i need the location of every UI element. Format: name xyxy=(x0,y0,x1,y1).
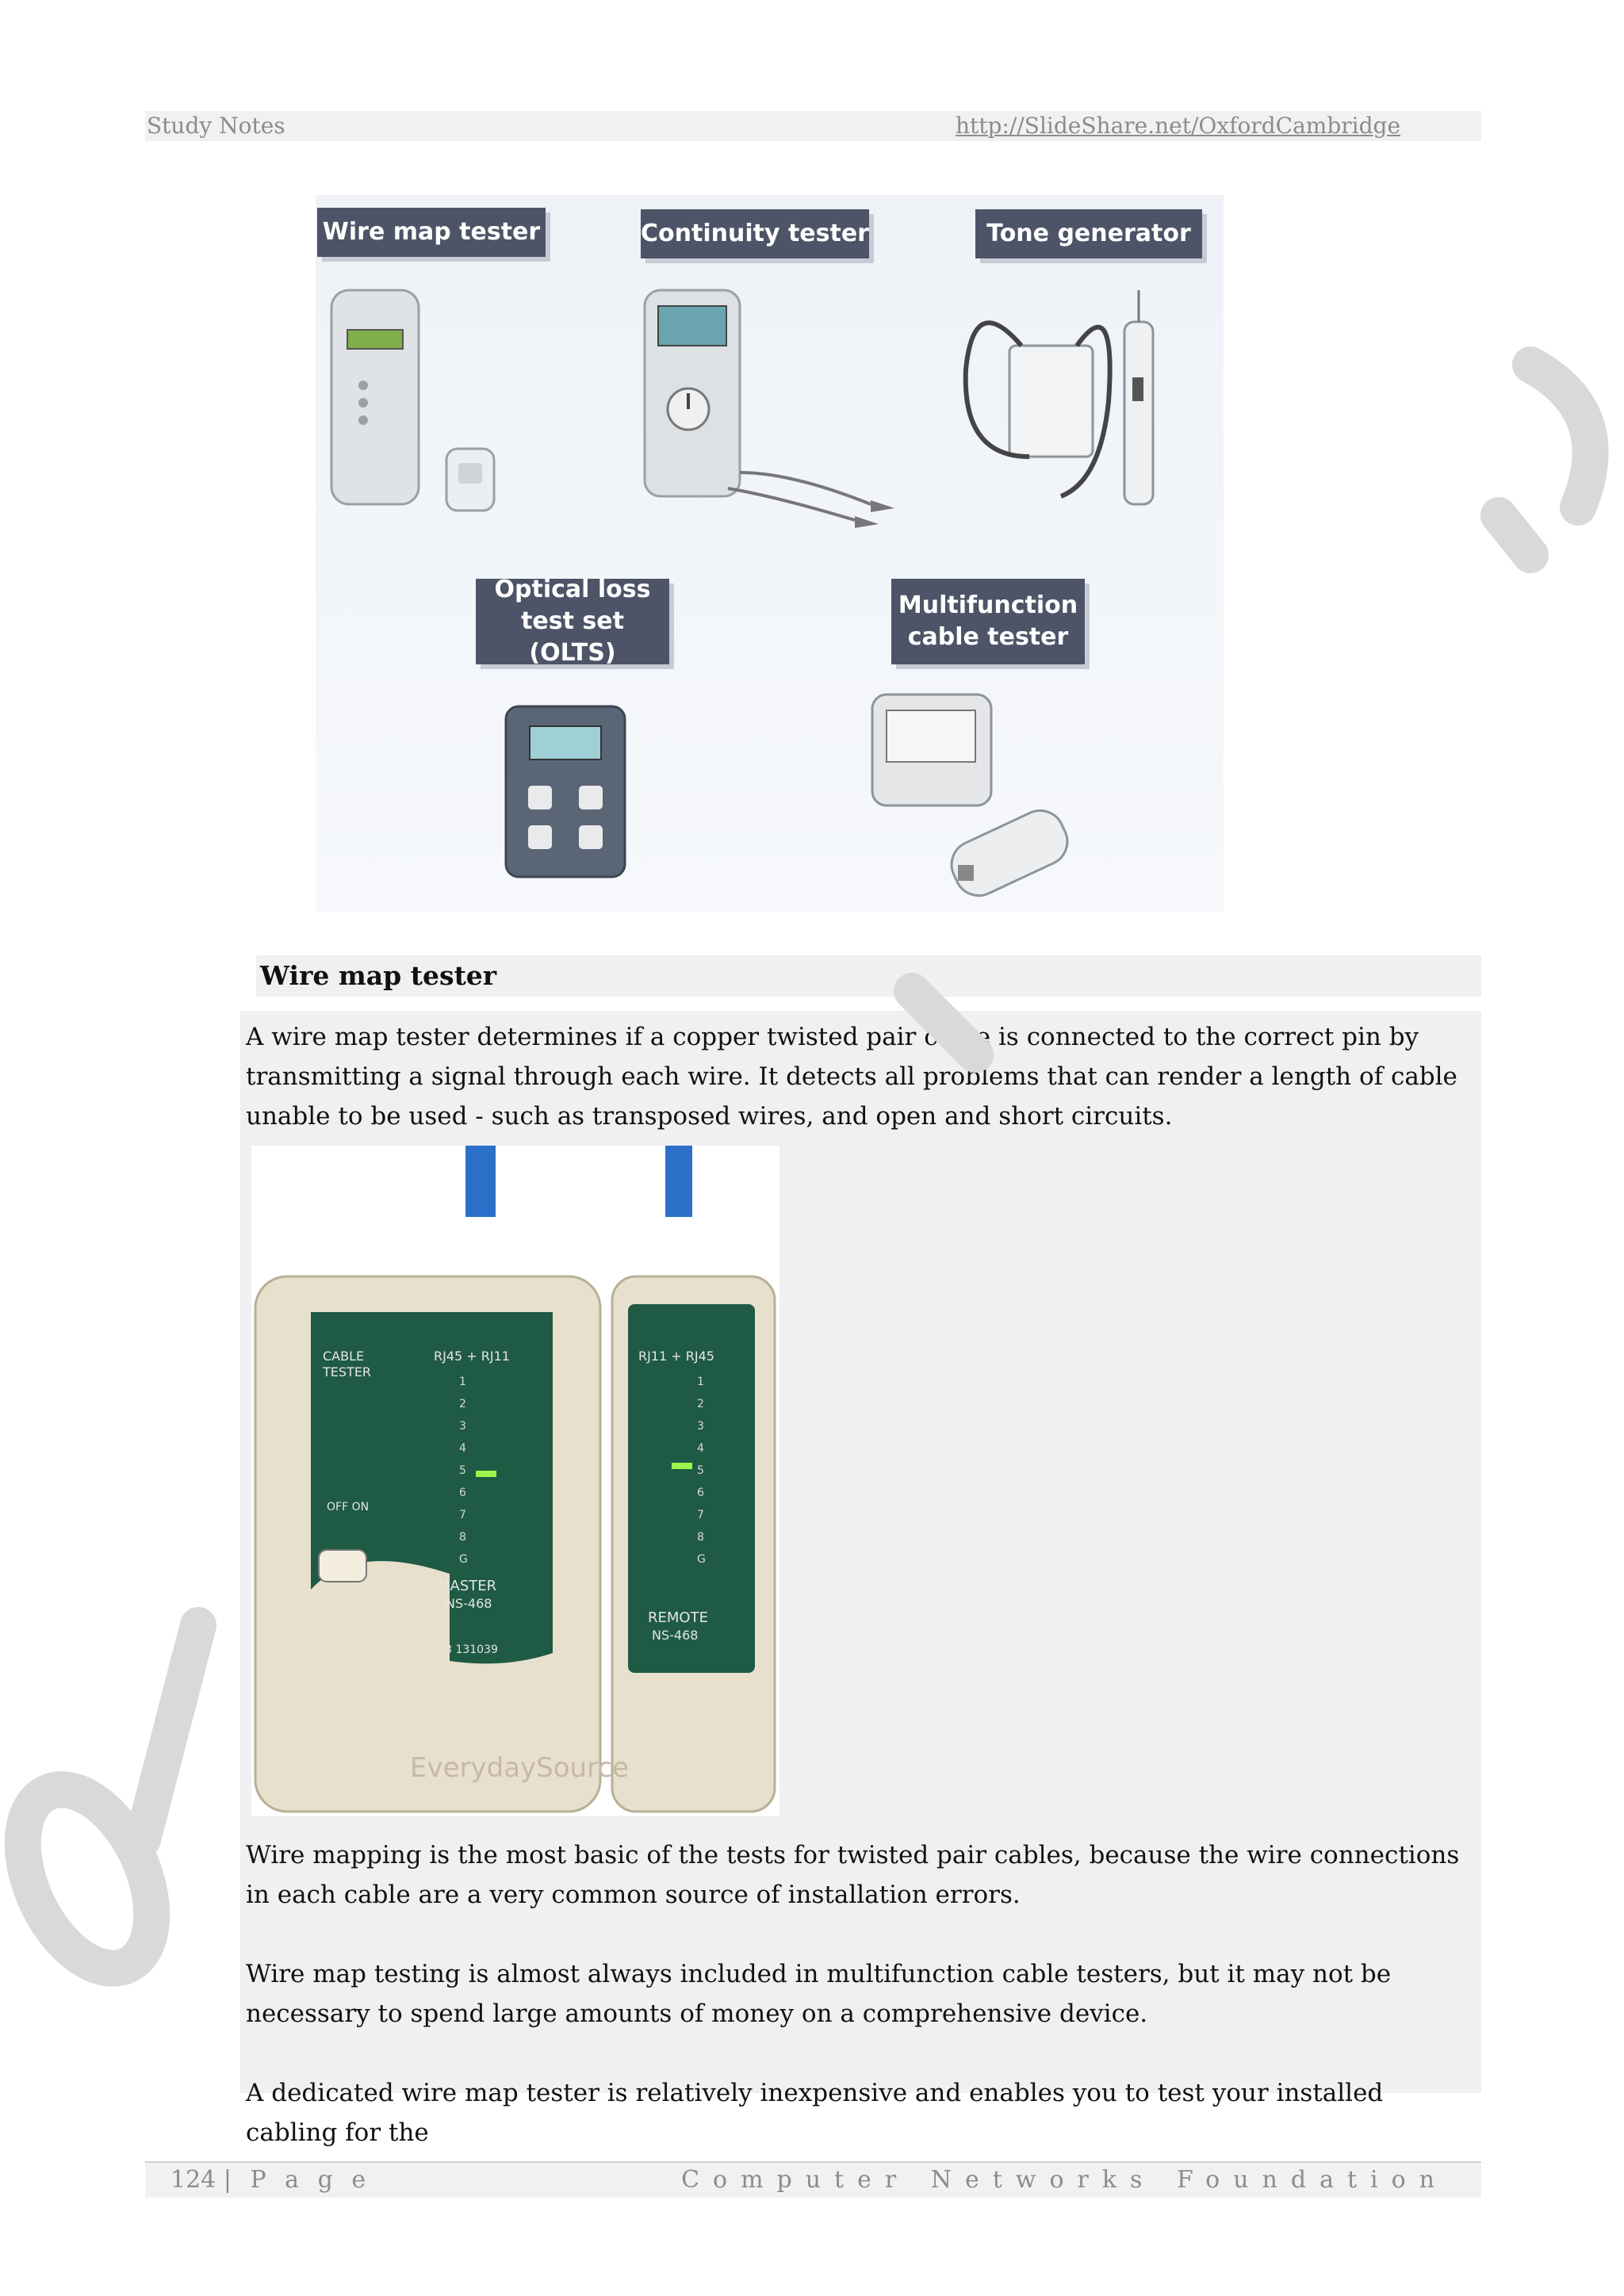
remote-pin-label: 4 xyxy=(697,1442,704,1455)
master-pin-label: 3 xyxy=(459,1420,466,1433)
master-pin-label: 2 xyxy=(459,1398,466,1410)
photo-off-on-label: OFF ON xyxy=(327,1501,370,1513)
label-wire-map-tester: Wire map tester xyxy=(317,208,546,257)
page-footer xyxy=(145,2161,1481,2198)
photo-master-header: RJ45 + RJ11 xyxy=(434,1349,510,1364)
label-multi-line1: Multifunction xyxy=(898,591,1078,619)
master-pin-label: 8 xyxy=(459,1531,466,1544)
master-pin-label: 5 xyxy=(459,1464,466,1477)
photo-remote-header: RJ11 + RJ45 xyxy=(638,1349,714,1364)
label-multi-line2: cable tester xyxy=(907,623,1069,651)
photo-cable-tester-label: CABLE TESTER xyxy=(323,1349,372,1380)
photo-remote-label: REMOTE xyxy=(648,1609,708,1626)
photo-brand-mark: EverydaySource xyxy=(410,1752,629,1784)
master-pin-label: 6 xyxy=(459,1487,466,1499)
master-pin-label: 7 xyxy=(459,1509,466,1521)
label-olts-line1: Optical loss xyxy=(494,576,651,603)
remote-pin-label: 5 xyxy=(697,1464,704,1477)
remote-pin-label: 7 xyxy=(697,1509,704,1521)
master-pin-label: G xyxy=(459,1553,468,1566)
paragraph-1: A wire map tester determines if a copper twisted pair cable is connected to the correct pin by transmitting a signal through each wire. It detects all problems that can render a length of cable unable to be used - such as transposed wires, and open and short circuits. xyxy=(246,1023,1457,1131)
photo-remote-model: NS-468 xyxy=(652,1628,699,1643)
remote-pin-label: 1 xyxy=(697,1376,704,1388)
paragraph-3: Wire map testing is almost always included in multifunction cable testers, but it may not be necessary to spend large amounts of money on a comprehensive device. xyxy=(246,1960,1392,2028)
label-olts-line2: test set (OLTS) xyxy=(521,607,624,667)
page-number: 124 xyxy=(170,2166,216,2194)
master-pin-label: 1 xyxy=(459,1376,466,1388)
remote-pin-label: 8 xyxy=(697,1531,704,1544)
remote-pin-label: 2 xyxy=(697,1398,704,1410)
page-number-group xyxy=(170,2163,371,2198)
photo-master-model: NS-468 xyxy=(446,1596,492,1611)
photo-serial: ZL 02 3 131039 xyxy=(410,1644,498,1656)
remote-pin-label: 3 xyxy=(697,1420,704,1433)
paragraph-4: A dedicated wire map tester is relatively inexpensive and enables you to test your installed cabling for the xyxy=(246,2079,1384,2147)
label-continuity-tester: Continuity tester xyxy=(641,209,869,258)
remote-pin-label: G xyxy=(697,1553,706,1566)
label-tone-generator: Tone generator xyxy=(975,209,1202,258)
master-pin-label: 4 xyxy=(459,1442,466,1455)
photo-master-label: MASTER xyxy=(438,1578,497,1594)
remote-pin-label: 6 xyxy=(697,1487,704,1499)
header-link[interactable]: http://SlideShare.net/OxfordCambridge xyxy=(956,113,1401,139)
paragraph-2: Wire mapping is the most basic of the tests for twisted pair cables, because the wire connections in each cable are a very common source of installation errors. xyxy=(246,1841,1460,1909)
page-word: | P a g e xyxy=(223,2166,372,2194)
course-title: Computer Networks Foundation xyxy=(681,2166,1448,2194)
section-heading-text: Wire map tester xyxy=(260,960,497,991)
header-left-text: Study Notes xyxy=(147,113,285,139)
